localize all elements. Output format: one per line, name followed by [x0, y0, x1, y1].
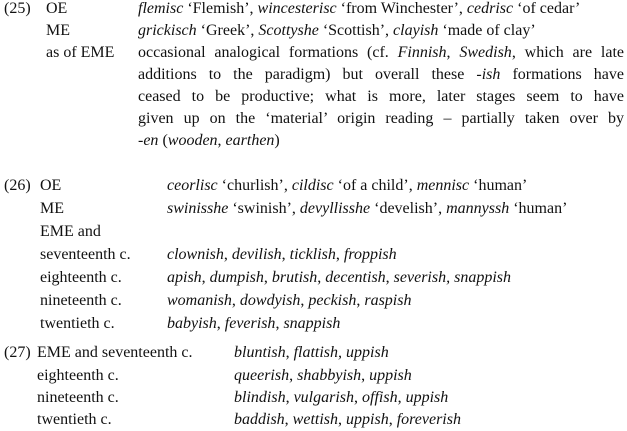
- example-number: (26): [4, 177, 31, 194]
- word-form: womanish: [167, 292, 232, 309]
- commentary-paragraph: [138, 42, 624, 152]
- word-form: ceorlisc: [167, 177, 218, 194]
- word-form: raspish: [364, 292, 412, 309]
- gloss-text: formations have: [500, 66, 624, 83]
- word-form: ish: [481, 66, 501, 83]
- word-form: cildisc: [291, 177, 334, 194]
- period-label: seventeenth c.: [40, 246, 131, 263]
- gloss-text: ,: [281, 246, 290, 263]
- gloss-text: additions to the paradigm) but overall these -: [138, 66, 482, 83]
- gloss-text: ,: [289, 367, 298, 384]
- example-number: (25): [4, 0, 31, 17]
- gloss-text: ,: [335, 246, 344, 263]
- word-form: snappish: [283, 315, 341, 332]
- example-number: (27): [4, 344, 31, 361]
- word-form: baddish: [234, 411, 285, 428]
- word-form: ticklish: [289, 246, 336, 263]
- gloss-text: ceased to be productive; what is more, later stages seem to have: [138, 88, 624, 105]
- example-forms: [167, 267, 511, 289]
- gloss-text: ‘swinish’,: [228, 200, 300, 217]
- word-form: froppish: [343, 246, 397, 263]
- example-forms: [167, 290, 411, 312]
- gloss-text: (: [158, 132, 168, 149]
- word-form: bluntish: [234, 344, 286, 361]
- word-form: dumpish: [209, 269, 264, 286]
- word-form: en: [143, 132, 159, 149]
- gloss-text: ,: [216, 315, 225, 332]
- word-form: feverish: [224, 315, 276, 332]
- gloss-text: ‘human’: [509, 200, 568, 217]
- word-form: Finnish: [397, 44, 447, 61]
- paragraph-line: [138, 130, 624, 152]
- period-label: nineteenth c.: [37, 389, 119, 406]
- gloss-text: ‘from Winchester’,: [336, 0, 467, 17]
- gloss-text: ‘develish’,: [370, 200, 447, 217]
- paragraph-line: [138, 64, 624, 86]
- word-form: grickisch: [138, 22, 197, 39]
- word-form: decentish: [325, 269, 386, 286]
- word-form: Swedish: [459, 44, 512, 61]
- period-label: twentieth c.: [40, 315, 115, 332]
- word-form: foreverish: [396, 411, 461, 428]
- gloss-text: ‘of a child’,: [333, 177, 417, 194]
- gloss-text: ): [274, 132, 280, 149]
- example-forms: [138, 20, 536, 42]
- word-form: Scottyshe: [258, 22, 319, 39]
- gloss-text: ,: [338, 411, 347, 428]
- example-forms: [138, 0, 580, 20]
- gloss-text: ,: [263, 269, 272, 286]
- example-forms: [167, 175, 527, 197]
- gloss-text: occasional analogical formations (cf.: [138, 44, 398, 61]
- period-label: nineteenth c.: [40, 292, 122, 309]
- period-label: OE: [46, 0, 68, 17]
- example-forms: [167, 313, 340, 335]
- word-form: wooden: [167, 132, 218, 149]
- word-form: clownish: [167, 246, 224, 263]
- word-form: flemisc: [138, 0, 184, 17]
- gloss-text: ‘Flemish’,: [183, 0, 258, 17]
- word-form: swinisshe: [167, 200, 229, 217]
- word-form: vulgarish: [293, 389, 355, 406]
- word-form: severish, snappish: [393, 269, 511, 286]
- word-form: uppish: [405, 389, 449, 406]
- period-label: twentieth c.: [37, 411, 112, 428]
- gloss-text: ,: [300, 292, 309, 309]
- gloss-text: ,: [275, 315, 284, 332]
- gloss-text: ,: [231, 292, 240, 309]
- period-label: eighteenth c.: [37, 367, 119, 384]
- word-form: devilish: [231, 246, 282, 263]
- gloss-text: ‘Greek’,: [196, 22, 259, 39]
- word-form: offish: [362, 389, 398, 406]
- example-forms: [167, 244, 397, 266]
- example-forms: [167, 198, 567, 220]
- word-form: mannyssh: [446, 200, 510, 217]
- period-label: ME: [40, 200, 64, 217]
- word-form: blindish: [234, 389, 286, 406]
- gloss-text: ,: [201, 269, 210, 286]
- gloss-text: ,: [361, 367, 370, 384]
- gloss-text: given up on the ‘material’ origin reading – partially taken over by: [138, 110, 624, 127]
- paragraph-line: [138, 108, 624, 130]
- word-form: apish: [167, 269, 202, 286]
- period-label: OE: [40, 177, 62, 194]
- example-forms: [234, 409, 461, 431]
- gloss-text: ,: [388, 411, 397, 428]
- gloss-text: ,: [217, 132, 226, 149]
- word-form: wincesterisc: [257, 0, 337, 17]
- gloss-text: ‘churlish’,: [217, 177, 292, 194]
- period-label: EME and: [40, 223, 101, 240]
- word-form: uppish: [369, 367, 412, 384]
- word-form: brutish: [271, 269, 318, 286]
- gloss-text: ,: [285, 344, 294, 361]
- word-form: shabbyish: [297, 367, 362, 384]
- gloss-text: , which are late: [511, 44, 625, 61]
- gloss-text: -: [138, 132, 144, 149]
- period-label: eighteenth c.: [40, 269, 122, 286]
- word-form: clayish: [393, 22, 439, 39]
- paragraph-line: [138, 42, 624, 64]
- gloss-text: ‘Scottish’,: [318, 22, 394, 39]
- word-form: queerish: [234, 367, 290, 384]
- gloss-text: ,: [354, 389, 363, 406]
- period-label: EME and seventeenth c.: [37, 344, 193, 361]
- example-forms: [234, 342, 389, 364]
- word-form: peckish: [308, 292, 357, 309]
- word-form: babyish: [167, 315, 217, 332]
- gloss-text: ‘human’: [469, 177, 528, 194]
- gloss-text: ,: [385, 269, 394, 286]
- gloss-text: ,: [284, 411, 293, 428]
- gloss-text: ,: [285, 389, 294, 406]
- gloss-text: ,: [223, 246, 232, 263]
- gloss-text: ,: [356, 292, 365, 309]
- period-label: as of EME: [46, 44, 115, 61]
- gloss-text: ,: [317, 269, 326, 286]
- word-form: dowdyish: [239, 292, 301, 309]
- example-forms: [234, 365, 412, 387]
- gloss-text: ,: [397, 389, 406, 406]
- word-form: mennisc: [416, 177, 470, 194]
- word-form: uppish: [346, 411, 389, 428]
- gloss-text: ,: [446, 44, 460, 61]
- gloss-text: ‘of cedar’: [513, 0, 581, 17]
- example-forms: [234, 387, 448, 409]
- word-form: cedrisc: [466, 0, 514, 17]
- word-form: wettish: [292, 411, 339, 428]
- word-form: devyllisshe: [299, 200, 371, 217]
- paragraph-line: [138, 86, 624, 108]
- word-form: flattish, uppish: [293, 344, 389, 361]
- period-label: ME: [46, 22, 70, 39]
- word-form: earthen: [225, 132, 275, 149]
- gloss-text: ‘made of clay’: [438, 22, 536, 39]
